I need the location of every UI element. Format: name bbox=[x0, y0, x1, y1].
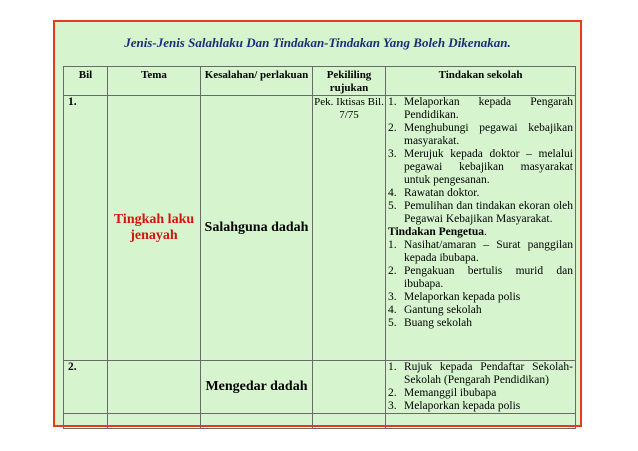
school-action-cell bbox=[386, 361, 576, 414]
action-list bbox=[388, 96, 573, 226]
list-item: 1. Rujuk kepada Pendaftar Sekolah-Sekolah (Pengarah Pendidikan) bbox=[388, 361, 573, 386]
document-frame bbox=[53, 20, 582, 427]
header-row bbox=[64, 67, 576, 96]
list-item: 5. Buang sekolah bbox=[388, 317, 473, 329]
row-number: 2. bbox=[64, 361, 108, 414]
list-item: 4. Gantung sekolah bbox=[388, 304, 482, 316]
header-tema: Tema bbox=[108, 67, 201, 96]
offence-table bbox=[63, 66, 576, 429]
circular-ref-cell bbox=[313, 361, 386, 414]
principal-action-heading: Tindakan Pengetua. bbox=[388, 226, 487, 238]
header-pekililing: Pekililing rujukan bbox=[313, 67, 386, 96]
list-item: 2. Memanggil ibubapa bbox=[388, 387, 497, 399]
list-item: 1. Melaporkan kepada Pengarah Pendidikan. bbox=[388, 96, 573, 121]
circular-ref-cell: Pek. Iktisas Bil. 7/75 bbox=[313, 96, 386, 361]
header-kesalahan: Kesalahan/ perlakuan bbox=[201, 67, 313, 96]
empty-row bbox=[64, 414, 576, 429]
offence-cell: Salahguna dadah bbox=[201, 96, 313, 361]
header-tindakan: Tindakan sekolah bbox=[386, 67, 576, 96]
list-item: 2. Pengakuan bertulis murid dan ibubapa. bbox=[388, 265, 573, 290]
row-number: 1. bbox=[64, 96, 108, 361]
list-item: 4. Rawatan doktor. bbox=[388, 187, 480, 199]
theme-cell: Tingkah laku jenayah bbox=[108, 96, 201, 361]
header-bil: Bil bbox=[64, 67, 108, 96]
action-list bbox=[388, 361, 573, 413]
list-item: 1. Nasihat/amaran – Surat panggilan kepada ibubapa. bbox=[388, 239, 573, 264]
table-row bbox=[64, 361, 576, 414]
list-item: 3. Melaporkan kepada polis bbox=[388, 291, 521, 303]
list-item: 3. Merujuk kepada doktor – melalui pegawai kebajikan masyarakat untuk pengesanan. bbox=[388, 148, 573, 186]
page-title: Jenis-Jenis Salahlaku Dan Tindakan-Tindakan Yang Boleh Dikenakan. bbox=[124, 35, 511, 50]
school-action-cell bbox=[386, 96, 576, 361]
table-row bbox=[64, 96, 576, 361]
list-item: 3. Melaporkan kepada polis bbox=[388, 400, 521, 412]
offence-cell: Mengedar dadah bbox=[201, 361, 313, 414]
principal-action-list bbox=[388, 239, 573, 330]
list-item: 5. Pemulihan dan tindakan ekoran oleh Pegawai Kebajikan Masyarakat. bbox=[388, 200, 573, 225]
list-item: 2. Menghubungi pegawai kebajikan masyarakat. bbox=[388, 122, 573, 147]
theme-cell bbox=[108, 361, 201, 414]
